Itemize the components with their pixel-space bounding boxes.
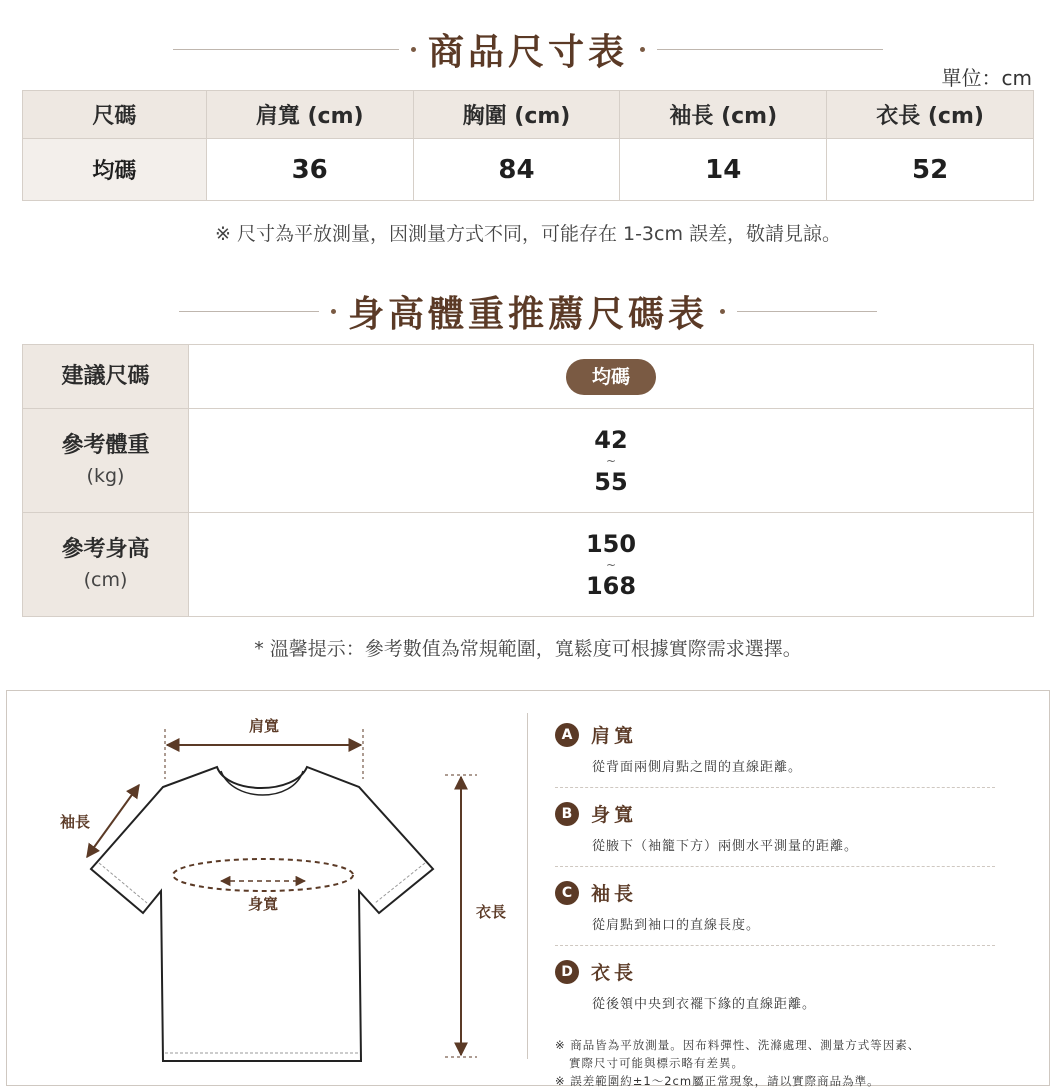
list-item xyxy=(555,721,995,788)
item-desc: 從後領中央到衣襬下緣的直線距離。 xyxy=(592,997,817,1012)
size-table-header-row xyxy=(23,91,1034,139)
recommend-size-label: 建議尺碼 xyxy=(23,345,189,409)
height-min: 150 xyxy=(585,529,637,558)
title-line-right xyxy=(737,311,877,312)
label-shoulder: 肩寬 xyxy=(248,717,280,735)
label-sleeve: 袖長 xyxy=(59,813,91,831)
item-desc: 從背面兩側肩點之間的直線距離。 xyxy=(592,760,803,775)
tshirt-outline xyxy=(91,767,433,1061)
title-dot xyxy=(331,309,336,314)
weight-min: 42 xyxy=(594,425,628,454)
list-item xyxy=(555,879,995,946)
range-tilde: ~ xyxy=(605,453,617,468)
size-chart-title: 商品尺寸表 xyxy=(427,31,628,73)
item-head xyxy=(555,958,995,985)
height-max: 168 xyxy=(585,571,637,600)
cell-chest: 84 xyxy=(413,139,620,201)
measurement-guide xyxy=(6,690,1050,1086)
header-cell-size: 尺碼 xyxy=(23,91,207,139)
size-chart-note: ※ 尺寸為平放測量，因測量方式不同，可能存在 1-3cm 誤差，敬請見諒。 xyxy=(214,223,842,245)
item-desc: 從腋下（袖籠下方）兩側水平測量的距離。 xyxy=(592,839,859,854)
badge-c-icon: C xyxy=(555,881,579,905)
recommend-title: 身高體重推薦尺碼表 xyxy=(347,293,708,335)
item-head xyxy=(555,879,995,906)
item-desc: 從肩點到袖口的直線長度。 xyxy=(592,918,761,933)
fine-print-line: ※ 商品皆為平放測量。因布料彈性、洗滌處理、測量方式等因素、 xyxy=(555,1038,921,1052)
title-line-right xyxy=(657,49,883,50)
item-title: 肩寬 xyxy=(591,725,638,747)
recommend-heading xyxy=(0,286,1056,337)
item-head xyxy=(555,800,995,827)
header-cell-shoulder: 肩寬 (cm) xyxy=(206,91,413,139)
fine-print xyxy=(555,1036,995,1090)
weight-label-cell xyxy=(23,409,189,513)
badge-d-icon: D xyxy=(555,960,579,984)
cell-shoulder: 36 xyxy=(206,139,413,201)
title-line-left xyxy=(179,311,319,312)
cell-length: 52 xyxy=(827,139,1034,201)
badge-b-icon: B xyxy=(555,802,579,826)
tshirt-diagram xyxy=(7,691,527,1085)
height-label-cell xyxy=(23,513,189,617)
label-length: 衣長 xyxy=(475,903,507,921)
label-chest: 身寬 xyxy=(247,895,279,913)
weight-label: 參考體重 xyxy=(61,432,150,458)
header-cell-sleeve: 袖長 (cm) xyxy=(620,91,827,139)
item-title: 袖長 xyxy=(591,883,638,905)
recommend-row-height xyxy=(23,513,1034,617)
recommend-row-size xyxy=(23,345,1034,409)
recommend-table xyxy=(22,344,1034,617)
weight-max: 55 xyxy=(594,467,628,496)
range-tilde: ~ xyxy=(605,557,617,572)
measurement-list xyxy=(555,721,995,1090)
cell-sleeve: 14 xyxy=(620,139,827,201)
header-cell-chest: 胸圍 (cm) xyxy=(413,91,620,139)
recommend-row-weight xyxy=(23,409,1034,513)
size-pill: 均碼 xyxy=(566,359,656,395)
cell-size-name: 均碼 xyxy=(23,139,207,201)
recommend-note: * 溫馨提示：參考數值為常規範圍，寬鬆度可根據實際需求選擇。 xyxy=(254,638,802,660)
title-dot xyxy=(411,47,416,52)
height-label: 參考身高 xyxy=(61,536,150,562)
size-chart-heading xyxy=(0,24,1056,75)
unit-label: 單位：cm xyxy=(941,66,1032,90)
size-table xyxy=(22,90,1034,201)
title-dot xyxy=(720,309,725,314)
item-title: 身寬 xyxy=(591,804,638,826)
recommend-size-cell xyxy=(189,345,1034,409)
height-range-cell xyxy=(189,513,1034,617)
guide-divider xyxy=(527,713,528,1059)
weight-range-cell xyxy=(189,409,1034,513)
size-table-row xyxy=(23,139,1034,201)
title-line-left xyxy=(173,49,399,50)
title-dot xyxy=(640,47,645,52)
height-unit: (cm) xyxy=(83,568,128,591)
weight-unit: (kg) xyxy=(86,464,125,487)
header-cell-length: 衣長 (cm) xyxy=(827,91,1034,139)
item-title: 衣長 xyxy=(591,962,638,984)
fine-print-line: ※ 誤差範圍約±1～2cm屬正常現象，請以實際商品為準。 xyxy=(555,1074,880,1088)
list-item xyxy=(555,800,995,867)
badge-a-icon: A xyxy=(555,723,579,747)
item-head xyxy=(555,721,995,748)
fine-print-line: 實際尺寸可能與標示略有差異。 xyxy=(569,1056,744,1070)
list-item xyxy=(555,958,995,1024)
